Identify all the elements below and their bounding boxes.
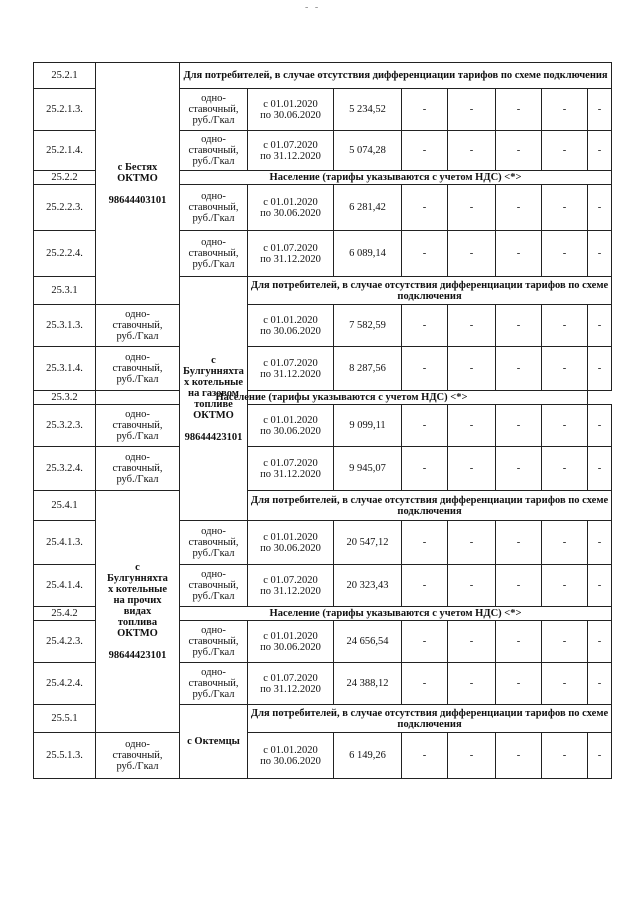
period: с 01.01.2020 по 30.06.2020	[248, 733, 334, 779]
table-row	[34, 491, 612, 521]
period: с 01.01.2020 по 30.06.2020	[248, 405, 334, 447]
empty-value: -	[588, 663, 612, 705]
row-number: 25.2.2	[34, 171, 96, 185]
rate-type: одно- ставочный, руб./Гкал	[180, 231, 248, 277]
rate-type: одно- ставочный, руб./Гкал	[96, 733, 180, 779]
empty-value: -	[402, 405, 448, 447]
row-number: 25.3.1	[34, 277, 96, 305]
table-row	[34, 63, 612, 89]
empty-value: -	[496, 521, 542, 565]
empty-value: -	[588, 185, 612, 231]
empty-value: -	[402, 347, 448, 391]
rate-type: одно- ставочный, руб./Гкал	[96, 447, 180, 491]
table-row	[34, 405, 612, 447]
empty-value: -	[542, 447, 588, 491]
empty-value: -	[402, 733, 448, 779]
empty-value: -	[402, 565, 448, 607]
row-number: 25.2.2.3.	[34, 185, 96, 231]
tariff-value: 6 281,42	[334, 185, 402, 231]
row-number: 25.4.2.3.	[34, 621, 96, 663]
row-number: 25.2.1	[34, 63, 96, 89]
empty-value: -	[496, 621, 542, 663]
rate-type: одно- ставочный, руб./Гкал	[96, 405, 180, 447]
rate-type: одно- ставочный, руб./Гкал	[96, 347, 180, 391]
period: с 01.07.2020 по 31.12.2020	[248, 231, 334, 277]
row-number: 25.5.1	[34, 705, 96, 733]
empty-value: -	[402, 521, 448, 565]
empty-value: -	[448, 185, 496, 231]
row-number: 25.3.2.3.	[34, 405, 96, 447]
empty-value: -	[496, 131, 542, 171]
empty-value: -	[542, 131, 588, 171]
rate-type: одно- ставочный, руб./Гкал	[180, 131, 248, 171]
empty-value: -	[448, 521, 496, 565]
empty-value: -	[496, 89, 542, 131]
empty-value: -	[588, 131, 612, 171]
row-number: 25.4.1	[34, 491, 96, 521]
empty-value: -	[542, 733, 588, 779]
empty-value: -	[588, 347, 612, 391]
period: с 01.07.2020 по 31.12.2020	[248, 565, 334, 607]
empty-value: -	[448, 305, 496, 347]
empty-value: -	[588, 447, 612, 491]
empty-value: -	[496, 447, 542, 491]
row-number: 25.4.1.4.	[34, 565, 96, 607]
settlement-name: с Октемцы	[180, 705, 248, 779]
empty-value: -	[542, 185, 588, 231]
empty-value: -	[448, 405, 496, 447]
period: с 01.07.2020 по 31.12.2020	[248, 131, 334, 171]
period: с 01.07.2020 по 31.12.2020	[248, 447, 334, 491]
empty-value: -	[588, 565, 612, 607]
tariff-value: 7 582,59	[334, 305, 402, 347]
empty-value: -	[402, 185, 448, 231]
rate-type: одно- ставочный, руб./Гкал	[96, 305, 180, 347]
table-row	[34, 305, 612, 347]
settlement-name: с Булгунняхта х котельные на прочих видах топлива ОКТМО 98644423101	[96, 491, 180, 733]
page-top-mark: - -	[305, 2, 321, 13]
empty-value: -	[588, 621, 612, 663]
empty-value: -	[588, 89, 612, 131]
settlement-name: с Бестях ОКТМО 98644403101	[96, 63, 180, 305]
tariff-value: 6 149,26	[334, 733, 402, 779]
empty-value: -	[402, 89, 448, 131]
empty-value: -	[448, 565, 496, 607]
empty-value: -	[588, 733, 612, 779]
section-header: Для потребителей, в случае отсутствия дифференциации тарифов по схеме подключения	[180, 63, 612, 89]
row-number: 25.3.2	[34, 391, 96, 405]
empty-value: -	[496, 733, 542, 779]
period: с 01.07.2020 по 31.12.2020	[248, 663, 334, 705]
row-number: 25.4.2	[34, 607, 96, 621]
period: с 01.01.2020 по 30.06.2020	[248, 521, 334, 565]
table-row	[34, 447, 612, 491]
empty-value: -	[448, 131, 496, 171]
row-number: 25.5.1.3.	[34, 733, 96, 779]
empty-value: -	[588, 231, 612, 277]
empty-value: -	[448, 89, 496, 131]
tariff-value: 8 287,56	[334, 347, 402, 391]
empty-value: -	[448, 447, 496, 491]
empty-value: -	[496, 565, 542, 607]
empty-value: -	[542, 89, 588, 131]
empty-value: -	[496, 405, 542, 447]
tariff-value: 6 089,14	[334, 231, 402, 277]
row-number: 25.2.1.3.	[34, 89, 96, 131]
period: с 01.01.2020 по 30.06.2020	[248, 89, 334, 131]
row-number: 25.3.2.4.	[34, 447, 96, 491]
tariff-value: 9 099,11	[334, 405, 402, 447]
empty-value: -	[588, 521, 612, 565]
empty-value: -	[588, 405, 612, 447]
empty-value: -	[448, 347, 496, 391]
empty-value: -	[448, 663, 496, 705]
row-number: 25.2.1.4.	[34, 131, 96, 171]
empty-value: -	[402, 131, 448, 171]
section-header: Для потребителей, в случае отсутствия дифференциации тарифов по схеме подключения	[248, 277, 612, 305]
empty-value: -	[496, 347, 542, 391]
row-number: 25.4.2.4.	[34, 663, 96, 705]
tariff-value: 9 945,07	[334, 447, 402, 491]
table-row	[34, 347, 612, 391]
rate-type: одно- ставочный, руб./Гкал	[180, 621, 248, 663]
empty-value: -	[542, 521, 588, 565]
row-number: 25.2.2.4.	[34, 231, 96, 277]
rate-type: одно- ставочный, руб./Гкал	[180, 565, 248, 607]
section-header: Для потребителей, в случае отсутствия дифференциации тарифов по схеме подключения	[248, 705, 612, 733]
empty-value: -	[542, 405, 588, 447]
empty-value: -	[542, 305, 588, 347]
empty-value: -	[402, 621, 448, 663]
row-number: 25.3.1.3.	[34, 305, 96, 347]
empty-value: -	[496, 305, 542, 347]
tariff-table	[33, 62, 612, 779]
table-row	[34, 391, 612, 405]
empty-value: -	[448, 733, 496, 779]
settlement-name: с Булгунняхта х котельные на газовом топливе ОКТМО 98644423101	[180, 277, 248, 521]
row-number: 25.3.1.4.	[34, 347, 96, 391]
empty-value: -	[542, 663, 588, 705]
tariff-value: 5 074,28	[334, 131, 402, 171]
empty-value: -	[496, 231, 542, 277]
empty-value: -	[542, 565, 588, 607]
tariff-value: 24 656,54	[334, 621, 402, 663]
empty-value: -	[496, 663, 542, 705]
section-header: Население (тарифы указываются с учетом НДС) <*>	[96, 391, 588, 405]
tariff-value: 5 234,52	[334, 89, 402, 131]
section-header: Население (тарифы указываются с учетом НДС) <*>	[180, 171, 612, 185]
empty-value: -	[542, 347, 588, 391]
tariff-value: 20 547,12	[334, 521, 402, 565]
section-header: Население (тарифы указываются с учетом НДС) <*>	[180, 607, 612, 621]
period: с 01.01.2020 по 30.06.2020	[248, 305, 334, 347]
period: с 01.01.2020 по 30.06.2020	[248, 621, 334, 663]
empty-value: -	[448, 231, 496, 277]
tariff-value: 24 388,12	[334, 663, 402, 705]
empty-value: -	[448, 621, 496, 663]
rate-type: одно- ставочный, руб./Гкал	[180, 521, 248, 565]
empty-value: -	[588, 305, 612, 347]
empty-value: -	[402, 305, 448, 347]
empty-value: -	[402, 447, 448, 491]
section-header: Для потребителей, в случае отсутствия дифференциации тарифов по схеме подключения	[248, 491, 612, 521]
empty-value: -	[402, 231, 448, 277]
tariff-value: 20 323,43	[334, 565, 402, 607]
empty-value: -	[542, 621, 588, 663]
empty-value: -	[542, 231, 588, 277]
row-number: 25.4.1.3.	[34, 521, 96, 565]
empty-value: -	[402, 663, 448, 705]
table-row	[34, 733, 612, 779]
period: с 01.07.2020 по 31.12.2020	[248, 347, 334, 391]
rate-type: одно- ставочный, руб./Гкал	[180, 185, 248, 231]
rate-type: одно- ставочный, руб./Гкал	[180, 663, 248, 705]
rate-type: одно- ставочный, руб./Гкал	[180, 89, 248, 131]
period: с 01.01.2020 по 30.06.2020	[248, 185, 334, 231]
empty-value: -	[496, 185, 542, 231]
